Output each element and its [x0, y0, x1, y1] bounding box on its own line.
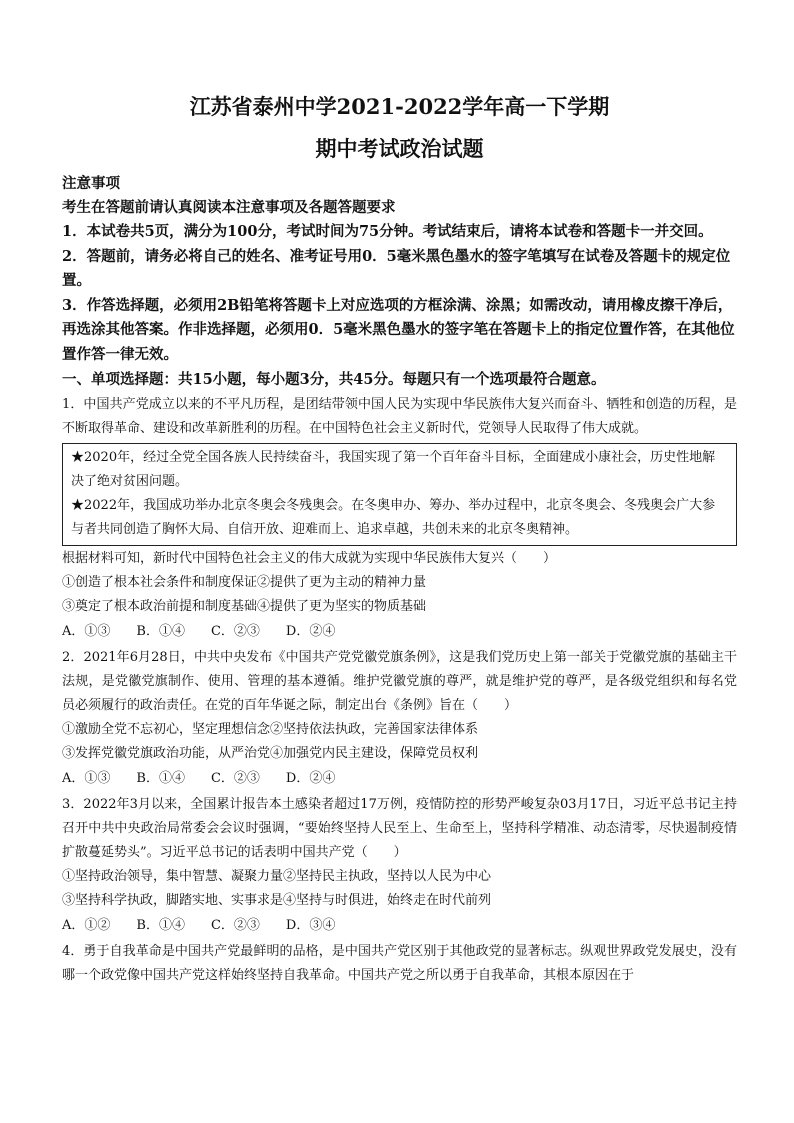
- section-heading: 一、单项选择题：共15小题，每小题3分，共45分。每题只有一个选项最符合题意。: [62, 371, 606, 388]
- statement-line: ①创造了根本社会条件和制度保证②提供了更为主动的精神力量: [62, 575, 427, 590]
- option-c[interactable]: C．②③: [210, 918, 260, 933]
- material-item: ★2022年，我国成功举办北京冬奥会冬残奥会。在冬奥申办、筹办、举办过程中，北京冬奥会、冬残奥会广大参与者共同创造了胸怀大局、自信开放、迎难而上、追求卓越，共创未来的北京冬奥精神。: [71, 498, 716, 537]
- notice-item-2: 2．答题前，请务必将自己的姓名、准考证号用0．5毫米黑色墨水的签字笔填写在试卷及答题卡的规定位置。: [62, 247, 731, 289]
- option-b[interactable]: B．①④: [136, 918, 185, 933]
- material-item: ★2020年，经过全党全国各族人民持续奋斗，我国实现了第一个百年奋斗目标，全面建成小康社会，历史性地解决了绝对贫困问题。: [71, 450, 716, 489]
- statement-line: ③坚持科学执政，脚踏实地、实事求是④坚持与时俱进，始终走在时代前列: [62, 893, 492, 908]
- exam-title-line2: 期中考试政治试题: [315, 136, 484, 161]
- statement-line: ①激励全党不忘初心，坚定理想信念②坚持依法执政，完善国家法律体系: [62, 722, 479, 737]
- option-d[interactable]: D．②④: [285, 771, 336, 786]
- answer-options: [62, 766, 737, 791]
- answer-options: [62, 913, 737, 938]
- option-b[interactable]: B．①④: [136, 624, 185, 639]
- notice-item-3: 3．作答选择题，必须用2B铅笔将答题卡上对应选项的方框涂满、涂黑；如需改动，请用橡皮擦干净后，再选涂其他答案。作非选择题，必须用0．5毫米黑色墨水的签字笔在答题卡上的指定位置作答，在其他位置作答一律无效。: [62, 296, 735, 363]
- question-stem: 4．勇于自我革命是中国共产党最鲜明的品格，是中国共产党区别于其他政党的显著标志。纵观世界政党发展史，没有哪一个政党像中国共产党这样始终坚持自我革命。中国共产党之所以勇于自我革命，其根本原因在于: [62, 944, 737, 983]
- exam-title-line1: 江苏省泰州中学2021-2022学年高一下学期: [189, 94, 610, 119]
- question-stem: 2．2021年6月28日，中共中央发布《中国共产党党徽党旗条例》，这是我们党历史上第一部关于党徽党旗的基础主干法规，是党徽党旗制作、使用、管理的基本遵循。维护党徽党旗的尊严，就是维护党的尊严，是各级党组织和每名党员必须履行的政治责任。在党的百年华诞之际，制定出台《条例》旨在（ ）: [62, 650, 737, 713]
- statement-line: ③发挥党徽党旗政治功能，从严治党④加强党内民主建设，保障党员权利: [62, 746, 479, 761]
- question-prompt: 根据材料可知，新时代中国特色社会主义的伟大成就为实现中华民族伟大复兴（ ）: [62, 551, 557, 566]
- notice-subheading: 考生在答题前请认真阅读本注意事项及各题答题要求: [62, 199, 396, 216]
- option-c[interactable]: C．②③: [210, 624, 260, 639]
- notice-heading: 注意事项: [62, 175, 120, 192]
- question-4: [62, 940, 737, 988]
- option-a[interactable]: A．①③: [62, 624, 111, 639]
- question-3: [62, 793, 737, 938]
- option-a[interactable]: A．①②: [62, 918, 111, 933]
- option-b[interactable]: B．①④: [136, 771, 185, 786]
- option-a[interactable]: A．①③: [62, 771, 111, 786]
- question-1: [62, 393, 737, 644]
- question-stem: 1．中国共产党成立以来的不平凡历程，是团结带领中国人民为实现中华民族伟大复兴而奋斗、牺牲和创造的历程，是不断取得革命、建设和改革新胜利的历程。在中国特色社会主义新时代，党领导人民取得了伟大成就。: [62, 397, 737, 436]
- question-stem: 3．2022年3月以来，全国累计报告本土感染者超过17万例，疫情防控的形势严峻复杂03月17日，习近平总书记主持召开中共中央政治局常委会会议时强调，“要始终坚持人民至上、生命至上，坚持科学精准、动态清零，尽快遏制疫情扩散蔓延势头”。习近平总书记的话表明中国共产党（ ）: [62, 797, 737, 860]
- question-2: [62, 646, 737, 791]
- notice-item-1: 1．本试卷共5页，满分为100分，考试时间为75分钟。考试结束后，请将本试卷和答题卡一并交回。: [62, 223, 713, 240]
- answer-options: [62, 619, 737, 644]
- exam-page: [62, 92, 737, 988]
- option-c[interactable]: C．②③: [210, 771, 260, 786]
- option-d[interactable]: D．③④: [285, 918, 336, 933]
- statement-line: ①坚持政治领导，集中智慧、凝聚力量②坚持民主执政，坚持以人民为中心: [62, 869, 492, 884]
- material-box: [62, 443, 737, 546]
- option-d[interactable]: D．②④: [285, 624, 336, 639]
- statement-line: ③奠定了根本政治前提和制度基础④提供了更为坚实的物质基础: [62, 599, 427, 614]
